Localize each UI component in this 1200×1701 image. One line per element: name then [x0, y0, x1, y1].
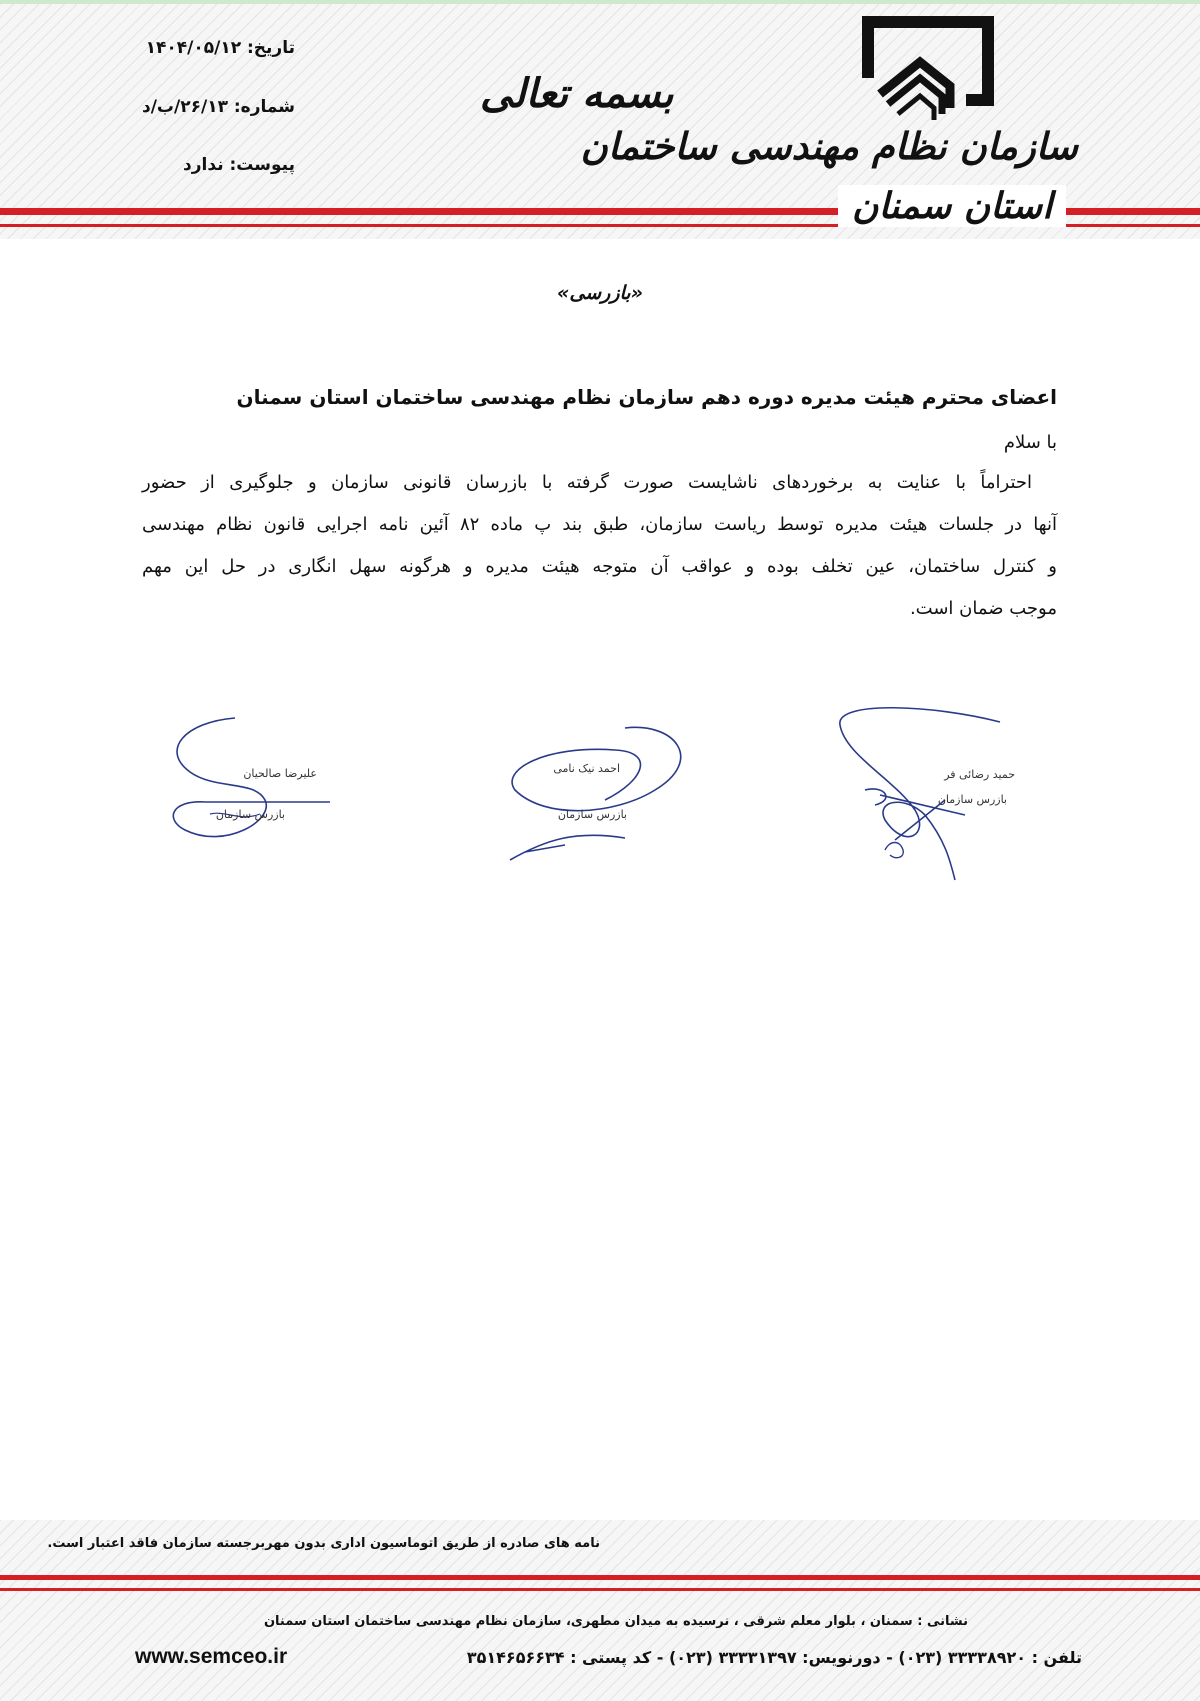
- date-value: ۱۴۰۴/۰۵/۱۲: [145, 38, 242, 58]
- number-label: شماره:: [233, 97, 295, 117]
- attachment-value: ندارد: [183, 155, 224, 175]
- letter-body-line: و کنترل ساختمان، عین تخلف بوده و عواقب آن متوجه هیئت مدیره و هرگونه سهل انگاری در حل این مهم: [142, 556, 1057, 577]
- organization-province: استان سمنان: [852, 185, 1053, 227]
- footer-contact: تلفن : ۳۳۳۳۸۹۲۰ (۰۲۳) - دورنویس: ۳۳۳۳۱۳۹۷ (۰۲۳) - کد پستی : ۳۵۱۴۶۵۶۶۳۴: [466, 1648, 1082, 1667]
- letter-classification: «بازرسی»: [557, 282, 643, 304]
- letter-body-line: آنها در جلسات هیئت مدیره توسط ریاست سازمان، طبق بند پ ماده ۸۲ آئین نامه اجرایی قانون نظام مهندسی: [142, 514, 1057, 535]
- attachment-label: پیوست:: [229, 155, 295, 175]
- footer-divider-line: [0, 1575, 1200, 1580]
- footer-website: www.semceo.ir: [135, 1645, 288, 1668]
- signature-title: بازرس سازمان: [557, 808, 627, 821]
- organization-province-box: [838, 185, 1066, 227]
- organization-logo-icon: [858, 16, 994, 124]
- signature-name: علیرضا صالحیان: [243, 767, 317, 780]
- number-field: [142, 97, 295, 117]
- letter-body-line: موجب ضمان است.: [909, 598, 1057, 619]
- number-value: ۲۶/۱۳/ب/د: [142, 97, 228, 117]
- organization-name: سازمان نظام مهندسی ساختمان: [580, 124, 1078, 168]
- signature-block-middle: [505, 720, 695, 870]
- attachment-field: [183, 155, 295, 175]
- date-field: [146, 38, 295, 58]
- basmala-heading: بسمه تعالی: [480, 70, 674, 117]
- footer-address: نشانی : سمنان ، بلوار معلم شرقی ، نرسیده به میدان مطهری، سازمان نظام مهندسی ساختمان استان سمنان: [263, 1614, 968, 1629]
- signature-scribble-icon: [165, 710, 345, 860]
- footer-notice: نامه های صادره از طریق اتوماسیون اداری بدون مهربرجسته سازمان فاقد اعتبار است.: [47, 1536, 600, 1551]
- letter-greeting: با سلام: [1003, 432, 1057, 453]
- signature-block-right: [835, 700, 1015, 890]
- date-label: تاریخ:: [247, 38, 295, 58]
- signature-name: احمد نیک نامی: [553, 762, 620, 775]
- signature-block-left: [165, 710, 345, 860]
- signature-title: بازرس سازمان: [215, 808, 285, 821]
- letter-recipient: اعضای محترم هیئت مدیره دوره دهم سازمان نظام مهندسی ساختمان استان سمنان: [236, 385, 1057, 409]
- footer-divider-thin-line: [0, 1588, 1200, 1591]
- signature-scribble-icon: [505, 720, 695, 870]
- signature-name: حمید رضائی فر: [944, 768, 1015, 781]
- signature-title: بازرس سازمان: [937, 793, 1007, 806]
- letter-body-line: احتراماً با عنایت به برخوردهای ناشایست صورت گرفته با بازرسان قانونی سازمان و جلوگیری از حضور: [142, 472, 1032, 493]
